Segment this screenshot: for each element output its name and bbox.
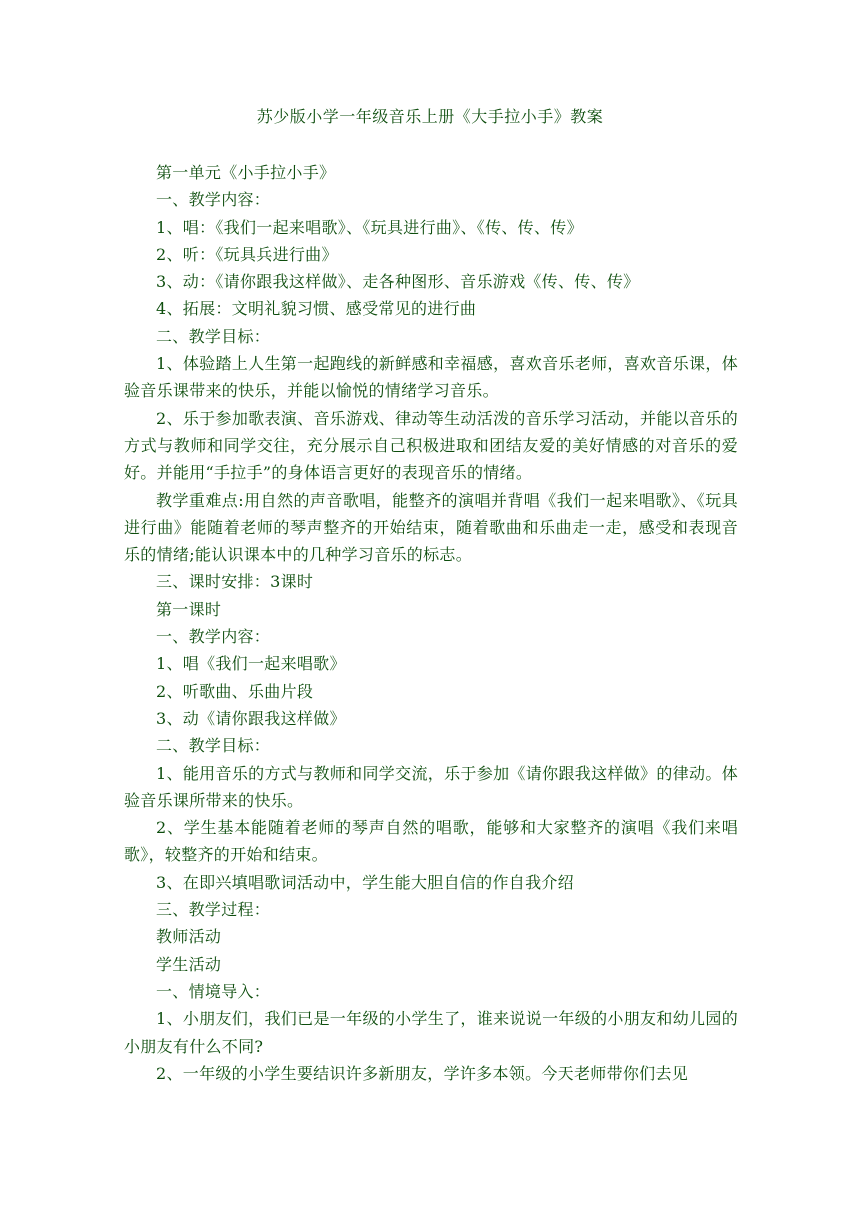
paragraph: 一、教学内容： xyxy=(156,190,271,210)
paragraph: 1、唱：《我们一起来唱歌》、《玩具进行曲》、《传、传、传》 xyxy=(156,217,583,237)
paragraph: 1、小朋友们，我们已是一年级的小学生了，谁来说说一年级的小朋友和幼儿园的小朋友有什么不同? xyxy=(124,1009,738,1056)
paragraph: 一、教学内容： xyxy=(156,627,271,647)
paragraph: 二、教学目标： xyxy=(156,326,271,346)
paragraph: 2、一年级的小学生要结识许多新朋友，学许多本领。今天老师带你们去见 xyxy=(156,1063,689,1083)
document-body xyxy=(124,159,738,1087)
paragraph: 2、学生基本能随着老师的琴声自然的唱歌，能够和大家整齐的演唱《我们来唱歌》，较整齐的开始和结束。 xyxy=(124,818,738,865)
paragraph: 学生活动 xyxy=(156,954,222,974)
paragraph: 2、听：《玩具兵进行曲》 xyxy=(156,244,338,264)
paragraph: 第一课时 xyxy=(156,599,222,619)
paragraph: 1、能用音乐的方式与教师和同学交流，乐于参加《请你跟我这样做》的律动。体验音乐课所带来的快乐。 xyxy=(124,763,738,810)
paragraph: 4、拓展：文明礼貌习惯、感受常见的进行曲 xyxy=(156,299,477,319)
paragraph: 三、课时安排：3课时 xyxy=(156,572,314,592)
paragraph: 2、乐于参加歌表演、音乐游戏、律动等生动活泼的音乐学习活动，并能以音乐的方式与教师和同学交往，充分展示自己积极进取和团结友爱的美好情感的对音乐的爱好。并能用“手拉手”的身体语言更好的表现音乐的情绪。 xyxy=(124,408,738,483)
document-title: 苏少版小学一年级音乐上册《大手拉小手》教案 xyxy=(256,107,604,126)
paragraph: 3、动：《请你跟我这样做》、走各种图形、音乐游戏《传、传、传》 xyxy=(156,272,640,292)
paragraph: 2、听歌曲、乐曲片段 xyxy=(156,681,314,701)
paragraph: 三、教学过程： xyxy=(156,900,271,920)
paragraph: 1、体验踏上人生第一起跑线的新鲜感和幸福感，喜欢音乐老师，喜欢音乐课，体验音乐课带来的快乐，并能以愉悦的情绪学习音乐。 xyxy=(124,354,738,401)
paragraph: 第一单元《小手拉小手》 xyxy=(156,163,336,182)
paragraph: 二、教学目标： xyxy=(156,736,271,756)
paragraph: 教学重难点:用自然的声音歌唱，能整齐的演唱并背唱《我们一起来唱歌》、《玩具进行曲》能随着老师的琴声整齐的开始结束，随着歌曲和乐曲走一走，感受和表现音乐的情绪;能认识课本中的几种学习音乐的标志。 xyxy=(124,490,738,565)
paragraph: 3、动《请你跟我这样做》 xyxy=(156,708,346,728)
paragraph: 3、在即兴填唱歌词活动中，学生能大胆自信的作自我介绍 xyxy=(156,872,574,892)
paragraph: 1、唱《我们一起来唱歌》 xyxy=(156,654,346,674)
paragraph: 教师活动 xyxy=(156,927,222,947)
paragraph: 一、情境导入： xyxy=(156,981,271,1001)
